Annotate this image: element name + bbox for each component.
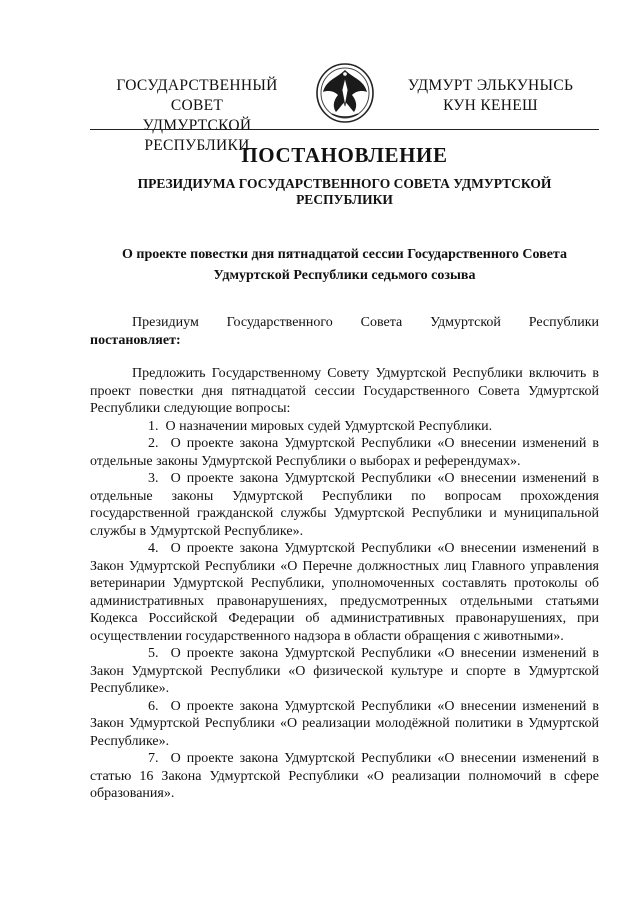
intro-text: Президиум Государственного Совета Удмуртской Республики xyxy=(132,315,599,330)
letterhead xyxy=(70,68,600,154)
agenda-item-number: 6. xyxy=(148,698,159,714)
agenda-item-number: 1. xyxy=(148,418,159,434)
agenda-item-text: О проекте закона Удмуртской Республики «О внесении изменений в Закон Удмуртской Республики «О Перечне должностных лиц Главного управления ветеринарии Удмуртской Республики, уполномоченных составлять протоколы об административных правонарушениях, предусмотренных отдельными статьями Кодекса Российской Федерации об административных правонарушениях, при осуществлении государственного надзора в области обращения с животными». xyxy=(90,541,600,644)
org-name-udmurt-line1: УДМУРТ ЭЛЬКУНЫСЬ xyxy=(407,77,574,94)
org-name-udmurt xyxy=(403,76,578,116)
agenda-item xyxy=(90,750,599,803)
header-divider xyxy=(90,129,599,130)
document-subtitle: ПРЕЗИДИУМА ГОСУДАРСТВЕННОГО СОВЕТА УДМУРТСКОЙ РЕСПУБЛИКИ xyxy=(137,176,552,207)
agenda-items-list xyxy=(90,418,599,803)
document-heading-line1: О проекте повестки дня пятнадцатой сессии Государственного Совета xyxy=(122,247,567,262)
agenda-item-number: 3. xyxy=(148,471,159,486)
udmurt-coat-of-arms-icon xyxy=(314,60,376,124)
agenda-item xyxy=(90,418,599,436)
agenda-item xyxy=(90,470,599,540)
agenda-item-text: О проекте закона Удмуртской Республики «О внесении изменений в отдельные законы Удмуртской Республики по вопросам прохождения государственной гражданской службы Удмуртской Республики и муниципальной службы в Удмуртской Республике». xyxy=(90,471,600,539)
document-heading-line2: Удмуртской Республики седьмого созыва xyxy=(213,268,476,283)
agenda-item-number: 4. xyxy=(148,541,159,556)
agenda-item-number: 2. xyxy=(148,436,159,451)
agenda-item-text: О проекте закона Удмуртской Республики «О внесении изменений в отдельные законы Удмуртской Республики о выборах и референдумах». xyxy=(90,436,600,469)
org-name-udmurt-line2: КУН КЕНЕШ xyxy=(443,97,538,114)
agenda-item xyxy=(90,435,599,470)
document-title: ПОСТАНОВЛЕНИЕ xyxy=(241,143,448,167)
org-name-russian-line2: УДМУРТСКОЙ РЕСПУБЛИКИ xyxy=(142,117,252,154)
agenda-item xyxy=(90,645,599,698)
agenda-item-text: О проекте закона Удмуртской Республики «О внесении изменений в статью 16 Закона Удмуртской Республики «О реализации полномочий в сфере образования». xyxy=(90,751,600,801)
agenda-item-text: О назначении мировых судей Удмуртской Республики. xyxy=(165,418,493,434)
document-body xyxy=(90,314,599,803)
org-name-russian-line1: ГОСУДАРСТВЕННЫЙ СОВЕТ xyxy=(116,77,278,114)
agenda-item-text: О проекте закона Удмуртской Республики «О внесении изменений в Закон Удмуртской Республики «О реализации молодёжной политики в Удмуртской Республике». xyxy=(90,698,600,749)
agenda-item xyxy=(90,540,599,645)
agenda-item-number: 7. xyxy=(148,751,159,766)
document-heading xyxy=(90,244,599,286)
agenda-item-number: 5. xyxy=(148,646,159,661)
agenda-item xyxy=(90,698,599,751)
agenda-item-text: О проекте закона Удмуртской Республики «О внесении изменений в Закон Удмуртской Республики «О физической культуре и спорте в Удмуртской Республике». xyxy=(90,646,600,696)
intro-paragraph xyxy=(90,314,599,349)
intro-resolves: постановляет: xyxy=(90,332,181,348)
lead-paragraph: Предложить Государственному Совету Удмуртской Республики включить в проект повестки дня пятнадцатой сессии Государственного Совета Удмуртской Республики следующие вопросы: xyxy=(90,366,599,416)
